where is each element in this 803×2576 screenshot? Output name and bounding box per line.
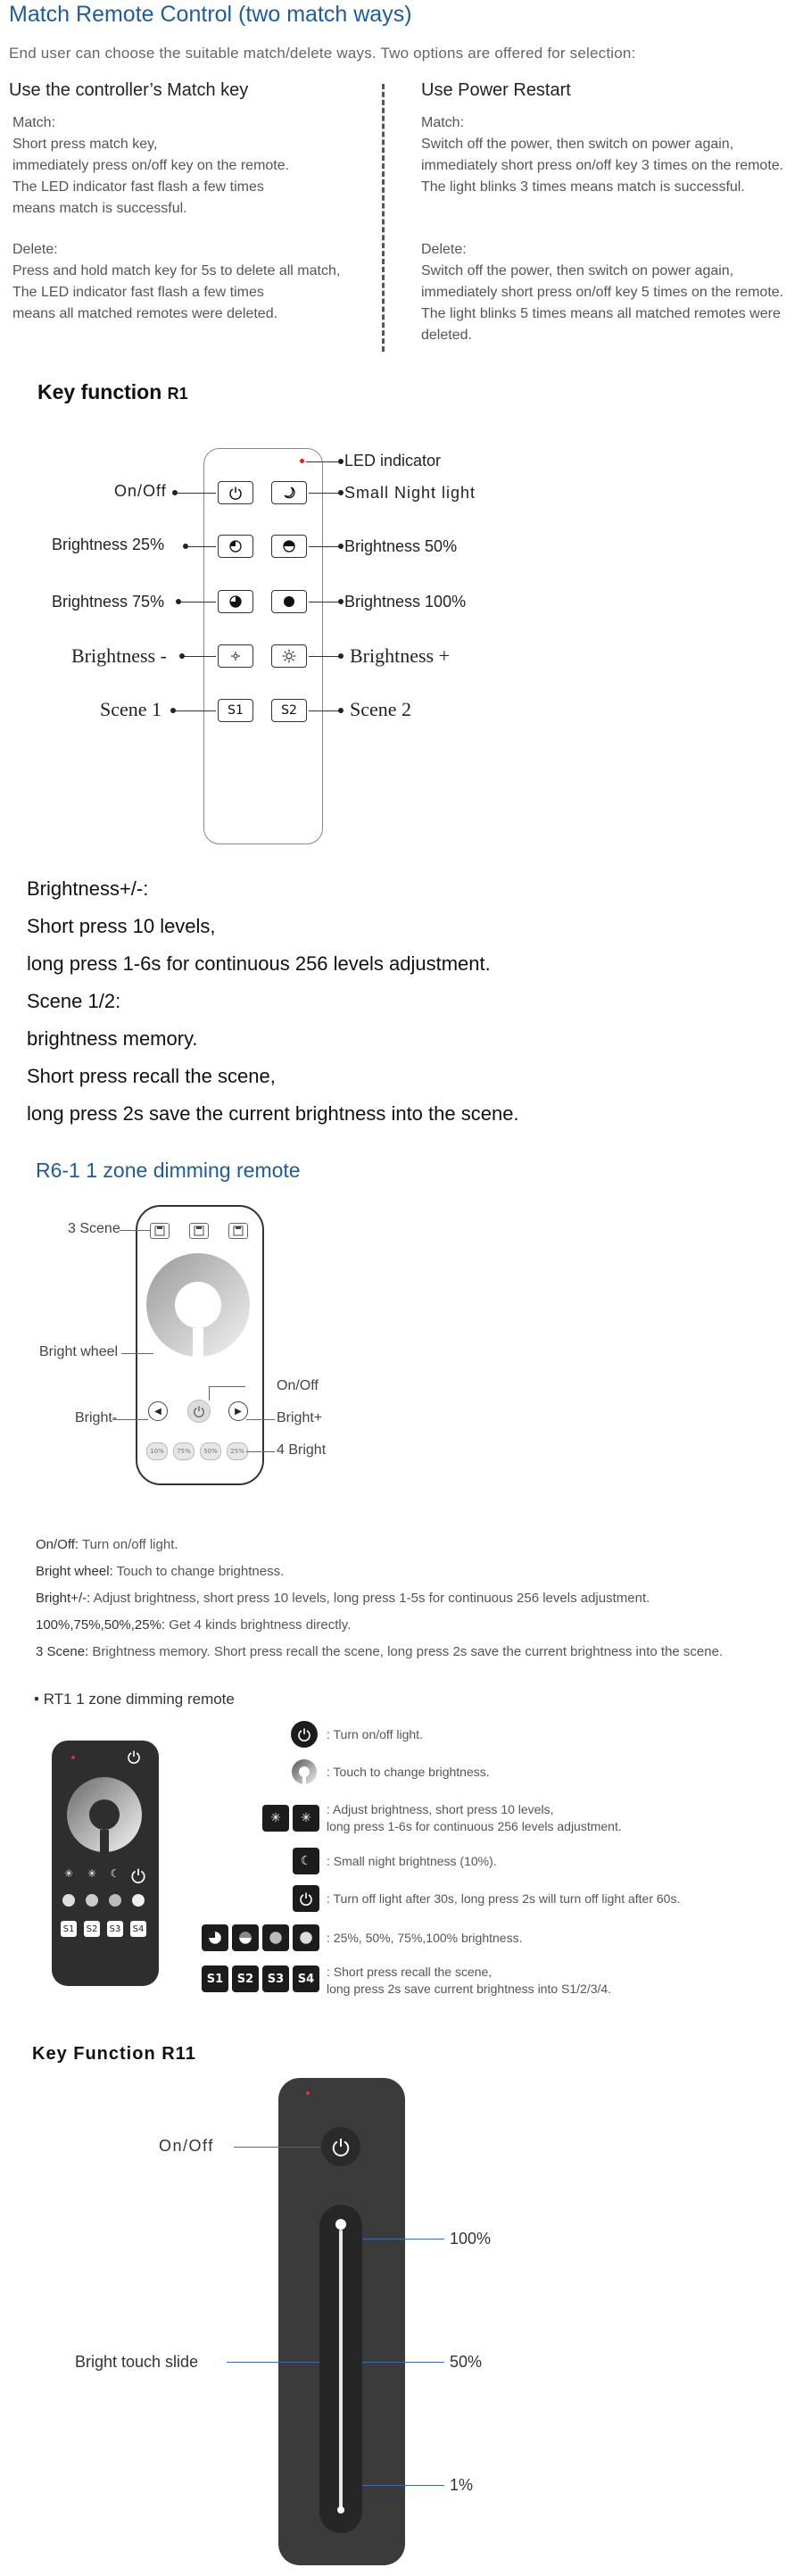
leader-line xyxy=(246,1419,275,1420)
note-line: Short press 10 levels, xyxy=(27,915,216,937)
left-delete-line: Press and hold match key for 5s to delete all match, xyxy=(12,263,341,278)
leader-line xyxy=(182,656,216,657)
save-icon xyxy=(151,1224,169,1238)
leader-line xyxy=(234,2147,319,2148)
note-line: Brightness+/-: xyxy=(27,877,149,900)
leader-line xyxy=(309,656,341,657)
right-match-line: immediately short press on/off key 3 times on the remote. xyxy=(421,158,784,173)
r6-desc-value: Turn on/off light. xyxy=(79,1537,178,1552)
note-line: long press 2s save the current brightness into the scene. xyxy=(27,1102,519,1125)
rt1-desc-adjust-line: : Adjust brightness, short press 10 levels, xyxy=(327,1802,554,1816)
rt1-desc-adjust-line: long press 1-6s for continuous 256 levels adjustment. xyxy=(327,1819,622,1833)
leader-dot xyxy=(338,544,344,549)
power-icon xyxy=(127,1749,141,1764)
r11-1-label: 1% xyxy=(450,2476,474,2494)
r11-onoff-label: On/Off xyxy=(159,2137,214,2155)
right-delete-line: deleted. xyxy=(421,328,472,343)
leader-line xyxy=(246,1451,275,1452)
leader-line xyxy=(362,2362,444,2363)
r6-desc-line xyxy=(36,1591,650,1606)
leader-line xyxy=(309,493,341,494)
r6-desc-value: Adjust brightness, short press 10 levels, long press 1-5s for continuous 256 levels adjustment. xyxy=(90,1591,650,1606)
brightness-minus-button[interactable] xyxy=(218,644,253,668)
leader-line xyxy=(309,710,341,711)
r6-bright-minus-button[interactable]: ◀ xyxy=(148,1401,168,1421)
r11-50-label: 50% xyxy=(450,2353,483,2371)
r6-desc-value: Get 4 kinds brightness directly. xyxy=(165,1617,352,1633)
left-delete-block xyxy=(12,239,340,325)
r6-bright-plus-button[interactable]: ▶ xyxy=(228,1401,248,1421)
right-match-label: Match: xyxy=(421,115,465,130)
save-icon xyxy=(190,1224,208,1238)
left-delete-label: Delete: xyxy=(12,242,58,257)
onoff-label: On/Off xyxy=(114,482,167,500)
r11-onoff-button[interactable] xyxy=(321,2127,360,2166)
rt1-100-button[interactable] xyxy=(132,1894,145,1907)
note-line: Scene 1/2: xyxy=(27,990,121,1012)
rt1-75-button[interactable] xyxy=(109,1894,121,1907)
r6-desc-line xyxy=(36,1537,178,1552)
r6-bright-key[interactable]: 25% xyxy=(227,1442,248,1460)
wheel-icon xyxy=(66,1776,143,1853)
rt1-scene-2-key[interactable]: S2 xyxy=(84,1921,100,1937)
r6-wheel-label: Bright wheel xyxy=(39,1344,119,1359)
power-icon xyxy=(130,1867,146,1883)
leader-line xyxy=(175,493,216,494)
brightness-100-button[interactable] xyxy=(271,590,307,613)
brightness-75-button[interactable] xyxy=(218,590,253,613)
half-circle-icon xyxy=(282,539,296,553)
quarter-circle-icon xyxy=(228,539,243,553)
leader-dot xyxy=(338,599,344,604)
r6-bright-key[interactable]: 75% xyxy=(173,1442,195,1460)
r1-model: R1 xyxy=(167,385,188,403)
leader-dot xyxy=(179,653,185,659)
legend-wheel-icon xyxy=(291,1758,318,1785)
legend-s1-key: S1 xyxy=(202,1965,228,1992)
brightness-25-button[interactable] xyxy=(218,535,253,558)
r6-desc-key: 100%,75%,50%,25%: xyxy=(36,1617,166,1633)
left-match-line: immediately press on/off key on the remote. xyxy=(12,158,290,173)
r6-section-title: R6-1 1 zone dimming remote xyxy=(36,1159,301,1182)
leader-dot xyxy=(338,708,344,713)
note-line: brightness memory. xyxy=(27,1027,198,1050)
brightness-minus-label: Brightness - xyxy=(71,644,167,667)
r6-desc-key: 3 Scene: xyxy=(36,1644,89,1659)
r6-four-bright-label: 4 Bright xyxy=(277,1442,327,1458)
quarter-circle-icon xyxy=(207,1930,223,1946)
legend-timer-power-icon xyxy=(293,1885,319,1912)
r6-desc-line xyxy=(36,1564,284,1579)
match-subtitle: End user can choose the suitable match/delete ways. Two options are offered for selection: xyxy=(9,45,636,62)
rt1-scene-3-key[interactable]: S3 xyxy=(107,1921,123,1937)
legend-moon-icon: ☾ xyxy=(293,1848,319,1874)
r6-bright-key[interactable]: 10% xyxy=(146,1442,168,1460)
leader-dot xyxy=(338,459,344,464)
scene-2-button[interactable]: S2 xyxy=(271,699,307,722)
left-match-line: The LED indicator fast flash a few times xyxy=(12,179,264,195)
right-delete-block xyxy=(421,239,783,346)
brightness-plus-button[interactable] xyxy=(271,644,307,668)
r11-100-label: 100% xyxy=(450,2230,492,2248)
right-delete-line: immediately short press on/off key 5 times on the remote. xyxy=(421,285,784,300)
left-column-title: Use the controller’s Match key xyxy=(9,80,249,100)
r6-bright-wheel[interactable] xyxy=(146,1253,250,1357)
rt1-scene-4-key[interactable]: S4 xyxy=(130,1921,146,1937)
column-divider xyxy=(382,84,385,352)
left-delete-line: means all matched remotes were deleted. xyxy=(12,306,278,321)
leader-line xyxy=(173,710,216,711)
led-indicator-icon xyxy=(300,459,304,463)
rt1-50-button[interactable] xyxy=(86,1894,98,1907)
r6-desc-key: Bright wheel: xyxy=(36,1564,113,1579)
rt1-night-button[interactable]: ☾ xyxy=(110,1867,120,1880)
r11-section-title: Key Function R11 xyxy=(32,2044,196,2064)
leader-dot xyxy=(172,490,178,495)
r6-scene-key[interactable] xyxy=(150,1223,170,1239)
r11-slide-label: Bright touch slide xyxy=(75,2353,199,2371)
onoff-button[interactable] xyxy=(218,481,253,504)
note-line: Short press recall the scene, xyxy=(27,1065,276,1087)
rt1-desc-scene xyxy=(327,1964,611,1998)
r1-section-title xyxy=(37,380,188,404)
power-icon xyxy=(299,1891,313,1906)
left-match-line: Short press match key, xyxy=(12,137,158,152)
leader-line xyxy=(362,2485,444,2486)
power-icon xyxy=(228,486,243,500)
rt1-brightness-plus-button[interactable]: ✳ xyxy=(87,1867,97,1880)
match-title: Match Remote Control (two match ways) xyxy=(9,2,412,27)
legend-brightness-plus-icon: ✳ xyxy=(293,1805,319,1832)
power-icon xyxy=(193,1405,205,1417)
led-indicator-icon xyxy=(306,2091,310,2095)
leader-line xyxy=(121,1353,153,1354)
legend-100-icon xyxy=(293,1924,319,1951)
half-circle-icon xyxy=(237,1930,253,1946)
leader-line xyxy=(227,2362,319,2363)
r11-slide-track xyxy=(339,2230,343,2508)
right-delete-line: Switch off the power, then switch on power again, xyxy=(421,263,734,278)
legend-50-icon xyxy=(232,1924,259,1951)
r6-onoff-button[interactable] xyxy=(187,1400,211,1423)
right-match-line: Switch off the power, then switch on power again, xyxy=(421,137,734,152)
r11-slide-bottom-dot xyxy=(337,2506,344,2514)
brightness-75-label: Brightness 75% xyxy=(52,593,165,611)
rt1-25-button[interactable] xyxy=(62,1894,75,1907)
leader-dot xyxy=(338,490,344,495)
r6-bright-key[interactable]: 50% xyxy=(200,1442,221,1460)
rt1-desc-night: : Small night brightness (10%). xyxy=(327,1854,497,1868)
rt1-desc-timer: : Turn off light after 30s, long press 2s will turn off light after 60s. xyxy=(327,1891,681,1906)
leader-dot xyxy=(338,653,344,659)
rt1-scene-1-key[interactable]: S1 xyxy=(61,1921,77,1937)
wheel-icon xyxy=(291,1758,318,1785)
power-icon xyxy=(297,1727,311,1741)
led-indicator-icon xyxy=(71,1756,75,1759)
night-light-label: Small Night light xyxy=(344,484,476,502)
wheel-icon xyxy=(146,1253,250,1357)
scene-1-button[interactable]: S1 xyxy=(218,699,253,722)
brightness-50-label: Brightness 50% xyxy=(344,537,458,555)
three-quarter-circle-icon xyxy=(228,594,243,609)
r1-title-text: Key function xyxy=(37,380,162,403)
brightness-plus-label: Brightness + xyxy=(350,644,451,667)
right-delete-label: Delete: xyxy=(421,242,467,257)
r6-bright-plus-label: Bright+ xyxy=(277,1410,323,1425)
legend-power-icon xyxy=(291,1721,318,1748)
note-line: long press 1-6s for continuous 256 levels adjustment. xyxy=(27,952,491,975)
rt1-desc-wheel: : Touch to change brightness. xyxy=(327,1765,490,1779)
r6-bright-minus-label: Bright- xyxy=(75,1410,118,1425)
rt1-wheel[interactable] xyxy=(66,1776,143,1853)
legend-25-icon xyxy=(202,1924,228,1951)
three-quarter-circle-icon xyxy=(268,1930,284,1946)
bullet-icon: • xyxy=(34,1691,39,1708)
right-match-block xyxy=(421,112,783,198)
r11-slide-top-dot xyxy=(335,2219,346,2230)
rt1-section-title xyxy=(34,1691,235,1708)
right-column-title: Use Power Restart xyxy=(421,80,571,100)
brightness-25-label: Brightness 25% xyxy=(52,536,165,553)
r6-desc-value: Brightness memory. Short press recall the scene, long press 2s save the current brightness into the scene. xyxy=(88,1644,724,1659)
legend-brightness-minus-icon: ✳ xyxy=(262,1805,289,1832)
left-match-label: Match: xyxy=(12,115,56,130)
full-circle-icon xyxy=(298,1930,314,1946)
small-sun-icon xyxy=(228,649,243,663)
rt1-timer-off-button[interactable] xyxy=(130,1867,146,1883)
led-indicator-label: LED indicator xyxy=(344,452,442,469)
right-delete-line: The light blinks 5 times means all matched remotes were xyxy=(421,306,781,321)
leader-line xyxy=(309,546,341,547)
left-match-line: means match is successful. xyxy=(12,201,187,216)
leader-dot xyxy=(176,599,181,604)
leader-line xyxy=(186,546,216,547)
r6-desc-value: Touch to change brightness. xyxy=(112,1564,285,1579)
legend-s3-key: S3 xyxy=(262,1965,289,1992)
rt1-brightness-minus-button[interactable]: ✳ xyxy=(63,1867,74,1880)
rt1-desc-onoff: : Turn on/off light. xyxy=(327,1727,423,1741)
brightness-50-button[interactable] xyxy=(271,535,307,558)
r6-scene-label: 3 Scene xyxy=(68,1221,120,1236)
left-match-block xyxy=(12,112,289,220)
legend-s2-key: S2 xyxy=(232,1965,259,1992)
full-circle-icon xyxy=(282,594,296,609)
leader-dot xyxy=(170,708,176,713)
power-icon xyxy=(331,2137,351,2156)
rt1-desc-levels: : 25%, 50%, 75%,100% brightness. xyxy=(327,1931,523,1945)
rt1-desc-adjust xyxy=(327,1801,622,1835)
right-match-line: The light blinks 3 times means match is successful. xyxy=(421,179,745,195)
save-icon xyxy=(229,1224,247,1238)
leader-dot xyxy=(183,544,188,549)
leader-line xyxy=(112,1419,148,1420)
legend-75-icon xyxy=(262,1924,289,1951)
r6-onoff-label: On/Off xyxy=(277,1378,319,1393)
leader-line xyxy=(306,461,340,462)
left-delete-line: The LED indicator fast flash a few times xyxy=(12,285,264,300)
moon-icon xyxy=(282,486,296,500)
r6-scene-key[interactable] xyxy=(228,1223,248,1239)
rt1-onoff-button[interactable] xyxy=(127,1749,141,1764)
rt1-title-text: RT1 1 zone dimming remote xyxy=(43,1691,235,1708)
rt1-desc-scene-line: long press 2s save current brightness into S1/2/3/4. xyxy=(327,1982,612,1996)
rt1-desc-scene-line: : Short press recall the scene, xyxy=(327,1965,493,1979)
large-sun-icon xyxy=(281,648,297,664)
brightness-100-label: Brightness 100% xyxy=(344,593,467,611)
scene-2-label: Scene 2 xyxy=(350,698,412,720)
r6-desc-line xyxy=(36,1644,723,1659)
r6-desc-key: Bright+/-: xyxy=(36,1591,91,1606)
scene-1-label: Scene 1 xyxy=(100,698,162,720)
leader-line xyxy=(120,1230,150,1231)
r6-desc-line xyxy=(36,1617,351,1633)
r6-scene-key[interactable] xyxy=(189,1223,209,1239)
r6-desc-key: On/Off: xyxy=(36,1537,79,1552)
leader-line xyxy=(209,1386,245,1400)
night-light-button[interactable] xyxy=(271,481,307,504)
legend-s4-key: S4 xyxy=(293,1965,319,1992)
